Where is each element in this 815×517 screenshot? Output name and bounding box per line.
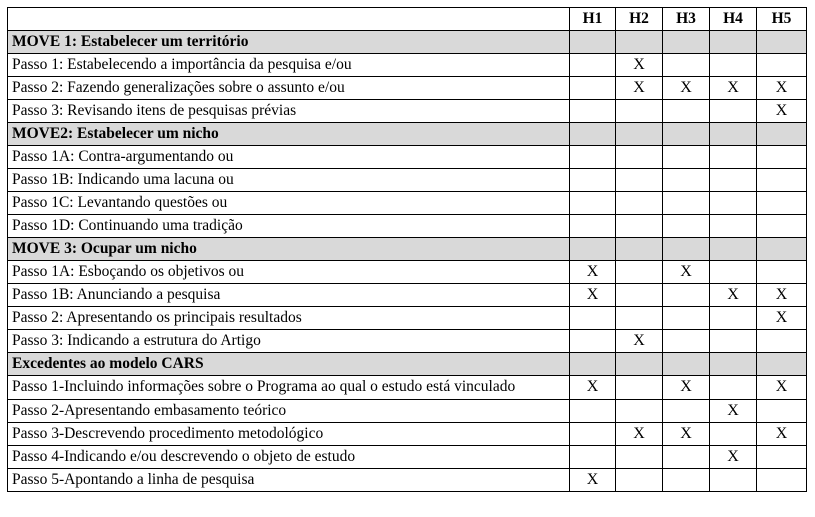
mark-cell-h1 [570,192,616,215]
step-label: Passo 1A: Esboçando os objetivos ou [8,261,570,284]
section-blank-cell [616,238,663,261]
mark-cell-h2: X [616,330,663,353]
table-header [8,8,807,31]
mark-cell-h3 [663,399,710,422]
mark-cell-h4 [710,169,757,192]
mark-cell-h4 [710,376,757,400]
table-row [8,146,807,169]
header-row [8,8,807,31]
mark-cell-h1: X [570,284,616,307]
step-label: Passo 1B: Indicando uma lacuna ou [8,169,570,192]
mark-cell-h4 [710,261,757,284]
step-label: Passo 4-Indicando e/ou descrevendo o objeto de estudo [8,445,570,468]
mark-cell-h2 [616,445,663,468]
mark-cell-h3 [663,330,710,353]
step-label: Passo 2-Apresentando embasamento teórico [8,399,570,422]
mark-cell-h1 [570,169,616,192]
step-label: Passo 2: Apresentando os principais resultados [8,307,570,330]
mark-cell-h2 [616,376,663,400]
mark-cell-h1 [570,445,616,468]
mark-cell-h4 [710,146,757,169]
section-blank-cell [710,353,757,376]
mark-cell-h4 [710,330,757,353]
mark-cell-h5: X [757,376,807,400]
mark-cell-h2 [616,468,663,491]
mark-cell-h2 [616,169,663,192]
mark-cell-h1 [570,422,616,445]
mark-cell-h1 [570,307,616,330]
mark-cell-h5 [757,445,807,468]
mark-cell-h2 [616,399,663,422]
table-row [8,422,807,445]
mark-cell-h2: X [616,54,663,77]
header-h1: H1 [570,8,616,31]
mark-cell-h5: X [757,77,807,100]
mark-cell-h5: X [757,307,807,330]
mark-cell-h3 [663,146,710,169]
mark-cell-h2 [616,284,663,307]
table-row [8,307,807,330]
table-row [8,376,807,400]
mark-cell-h1 [570,399,616,422]
table-row [8,284,807,307]
mark-cell-h4: X [710,284,757,307]
table-row [8,445,807,468]
step-label: Passo 3-Descrevendo procedimento metodológico [8,422,570,445]
step-label: Passo 1B: Anunciando a pesquisa [8,284,570,307]
section-blank-cell [757,353,807,376]
step-label: Passo 1-Incluindo informações sobre o Programa ao qual o estudo está vinculado [8,376,570,400]
section-title: MOVE2: Estabelecer um nicho [8,123,570,146]
mark-cell-h4 [710,468,757,491]
mark-cell-h4 [710,422,757,445]
mark-cell-h4 [710,54,757,77]
table-row [8,77,807,100]
section-blank-cell [710,123,757,146]
mark-cell-h5 [757,330,807,353]
table-row [8,192,807,215]
step-label: Passo 3: Indicando a estrutura do Artigo [8,330,570,353]
mark-cell-h3 [663,192,710,215]
mark-cell-h4: X [710,445,757,468]
section-blank-cell [757,31,807,54]
step-label: Passo 5-Apontando a linha de pesquisa [8,468,570,491]
section-blank-cell [663,238,710,261]
mark-cell-h4 [710,192,757,215]
mark-cell-h1 [570,77,616,100]
header-h3: H3 [663,8,710,31]
step-label: Passo 1D: Continuando uma tradição [8,215,570,238]
mark-cell-h5 [757,215,807,238]
section-blank-cell [570,123,616,146]
step-label: Passo 1: Estabelecendo a importância da pesquisa e/ou [8,54,570,77]
table-row [8,215,807,238]
mark-cell-h3: X [663,77,710,100]
section-blank-cell [616,31,663,54]
header-h4: H4 [710,8,757,31]
mark-cell-h1 [570,100,616,123]
mark-cell-h5 [757,399,807,422]
mark-cell-h2 [616,100,663,123]
mark-cell-h4: X [710,77,757,100]
mark-cell-h5: X [757,422,807,445]
mark-cell-h3 [663,284,710,307]
header-h2: H2 [616,8,663,31]
mark-cell-h5 [757,192,807,215]
header-blank-cell [8,8,570,31]
mark-cell-h5 [757,146,807,169]
section-title: MOVE 1: Estabelecer um território [8,31,570,54]
mark-cell-h1: X [570,468,616,491]
mark-cell-h4 [710,215,757,238]
mark-cell-h5: X [757,284,807,307]
section-blank-cell [570,353,616,376]
mark-cell-h2 [616,307,663,330]
section-blank-cell [616,123,663,146]
section-blank-cell [710,238,757,261]
section-header-row [8,31,807,54]
mark-cell-h3: X [663,376,710,400]
table-row [8,330,807,353]
mark-cell-h3: X [663,261,710,284]
table-row [8,399,807,422]
section-blank-cell [663,353,710,376]
section-blank-cell [710,31,757,54]
mark-cell-h1: X [570,376,616,400]
mark-cell-h4 [710,307,757,330]
section-blank-cell [663,31,710,54]
mark-cell-h2 [616,146,663,169]
section-header-row [8,238,807,261]
mark-cell-h5 [757,169,807,192]
step-label: Passo 1A: Contra-argumentando ou [8,146,570,169]
cars-moves-table [7,7,807,492]
mark-cell-h3 [663,100,710,123]
mark-cell-h1 [570,146,616,169]
mark-cell-h1 [570,330,616,353]
mark-cell-h4: X [710,399,757,422]
table-body [8,31,807,492]
mark-cell-h2: X [616,422,663,445]
section-blank-cell [570,31,616,54]
table-row [8,468,807,491]
mark-cell-h3 [663,54,710,77]
mark-cell-h3 [663,468,710,491]
mark-cell-h2 [616,215,663,238]
mark-cell-h1: X [570,261,616,284]
section-header-row [8,123,807,146]
header-h5: H5 [757,8,807,31]
mark-cell-h2: X [616,77,663,100]
mark-cell-h3 [663,445,710,468]
step-label: Passo 2: Fazendo generalizações sobre o assunto e/ou [8,77,570,100]
mark-cell-h5 [757,54,807,77]
mark-cell-h3 [663,169,710,192]
step-label: Passo 1C: Levantando questões ou [8,192,570,215]
step-label: Passo 3: Revisando itens de pesquisas prévias [8,100,570,123]
table-row [8,261,807,284]
mark-cell-h1 [570,54,616,77]
mark-cell-h2 [616,192,663,215]
table-row [8,100,807,123]
mark-cell-h5: X [757,100,807,123]
mark-cell-h1 [570,215,616,238]
table-row [8,54,807,77]
section-title: MOVE 3: Ocupar um nicho [8,238,570,261]
section-blank-cell [663,123,710,146]
section-blank-cell [757,123,807,146]
mark-cell-h3 [663,307,710,330]
mark-cell-h4 [710,100,757,123]
section-blank-cell [616,353,663,376]
section-blank-cell [757,238,807,261]
mark-cell-h5 [757,261,807,284]
mark-cell-h2 [616,261,663,284]
table-row [8,169,807,192]
mark-cell-h3 [663,215,710,238]
mark-cell-h5 [757,468,807,491]
section-blank-cell [570,238,616,261]
mark-cell-h3: X [663,422,710,445]
section-title: Excedentes ao modelo CARS [8,353,570,376]
section-header-row [8,353,807,376]
